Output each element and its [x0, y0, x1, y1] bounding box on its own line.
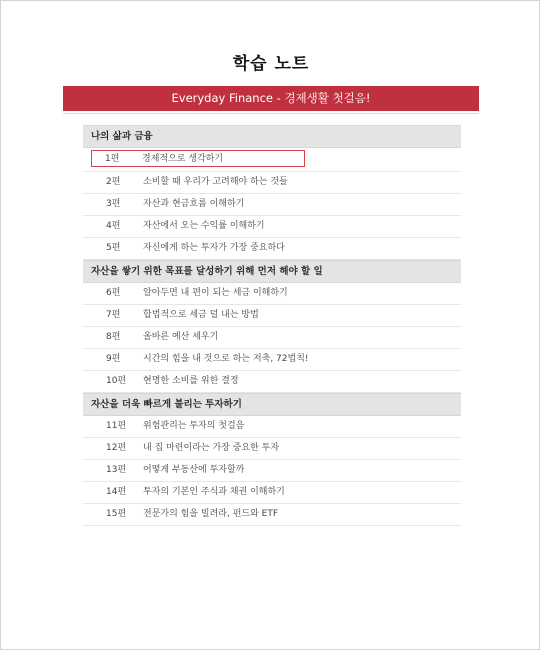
- lesson-item-12[interactable]: [83, 438, 461, 460]
- lesson-number: 14편: [106, 487, 127, 497]
- lesson-item-6[interactable]: [83, 283, 461, 305]
- lesson-title: 시간의 힘을 내 것으로 하는 저축, 72법칙!: [143, 354, 309, 364]
- lesson-title: 합법적으로 세금 덜 내는 방법: [143, 310, 259, 320]
- lesson-number: 15편: [106, 509, 127, 519]
- lesson-title: 자신에게 하는 투자가 가장 중요하다: [143, 243, 285, 253]
- lesson-title: 소비할 때 우리가 고려해야 하는 것들: [143, 177, 288, 187]
- section-header-2: 자산을 쌓기 위한 목표를 달성하기 위해 먼저 해야 할 일: [83, 260, 461, 283]
- lesson-number: 2편: [106, 177, 121, 187]
- lesson-number: 7편: [106, 310, 121, 320]
- lesson-number: 1편: [105, 154, 120, 164]
- lesson-item-4[interactable]: [83, 216, 461, 238]
- lesson-title: 경제적으로 생각하기: [142, 154, 224, 164]
- lesson-number: 8편: [106, 332, 121, 342]
- lesson-item-5[interactable]: [83, 238, 461, 260]
- lesson-item-3[interactable]: [83, 194, 461, 216]
- table-of-contents: [83, 125, 461, 526]
- course-banner: Everyday Finance - 경제생활 첫걸음!: [63, 86, 479, 111]
- lesson-number: 5편: [106, 243, 121, 253]
- lesson-title: 어떻게 부동산에 투자할까: [143, 465, 245, 475]
- lesson-number: 13편: [106, 465, 127, 475]
- lesson-item-11[interactable]: [83, 416, 461, 438]
- page-title: 학습 노트: [232, 54, 310, 74]
- lesson-item-14[interactable]: [83, 482, 461, 504]
- list-item-wrapper: [83, 150, 461, 172]
- lesson-title: 알아두면 내 편이 되는 세금 이해하기: [143, 288, 288, 298]
- lesson-number: 9편: [106, 354, 121, 364]
- lesson-number: 12편: [106, 443, 127, 453]
- lesson-number: 11편: [106, 421, 127, 431]
- lesson-title: 투자의 기본인 주식과 채권 이해하기: [143, 487, 285, 497]
- lesson-title: 위험관리는 투자의 첫걸음: [143, 421, 245, 431]
- lesson-title: 현명한 소비를 위한 결정: [143, 376, 239, 386]
- lesson-item-15[interactable]: [83, 504, 461, 526]
- lesson-item-9[interactable]: [83, 349, 461, 371]
- lesson-title: 자산과 현금흐름 이해하기: [143, 199, 245, 209]
- section-header-1: 나의 삶과 금융: [83, 125, 461, 148]
- lesson-title: 내 집 마련이라는 가장 중요한 투자: [143, 443, 280, 453]
- lesson-number: 4편: [106, 221, 121, 231]
- lesson-item-7[interactable]: [83, 305, 461, 327]
- lesson-title: 올바른 예산 세우기: [143, 332, 219, 342]
- banner-divider: [63, 113, 479, 114]
- lesson-item-13[interactable]: [83, 460, 461, 482]
- section-header-3: 자산을 더욱 빠르게 불리는 투자하기: [83, 393, 461, 416]
- lesson-item-2[interactable]: [83, 172, 461, 194]
- lesson-item-10[interactable]: [83, 371, 461, 393]
- lesson-item-8[interactable]: [83, 327, 461, 349]
- lesson-item-1-selected[interactable]: [91, 150, 305, 167]
- lesson-number: 10편: [106, 376, 127, 386]
- lesson-title: 자산에서 오는 수익률 이해하기: [143, 221, 265, 231]
- lesson-title: 전문가의 힘을 빌려라, 펀드와 ETF: [143, 509, 278, 519]
- lesson-number: 6편: [106, 288, 121, 298]
- lesson-number: 3편: [106, 199, 121, 209]
